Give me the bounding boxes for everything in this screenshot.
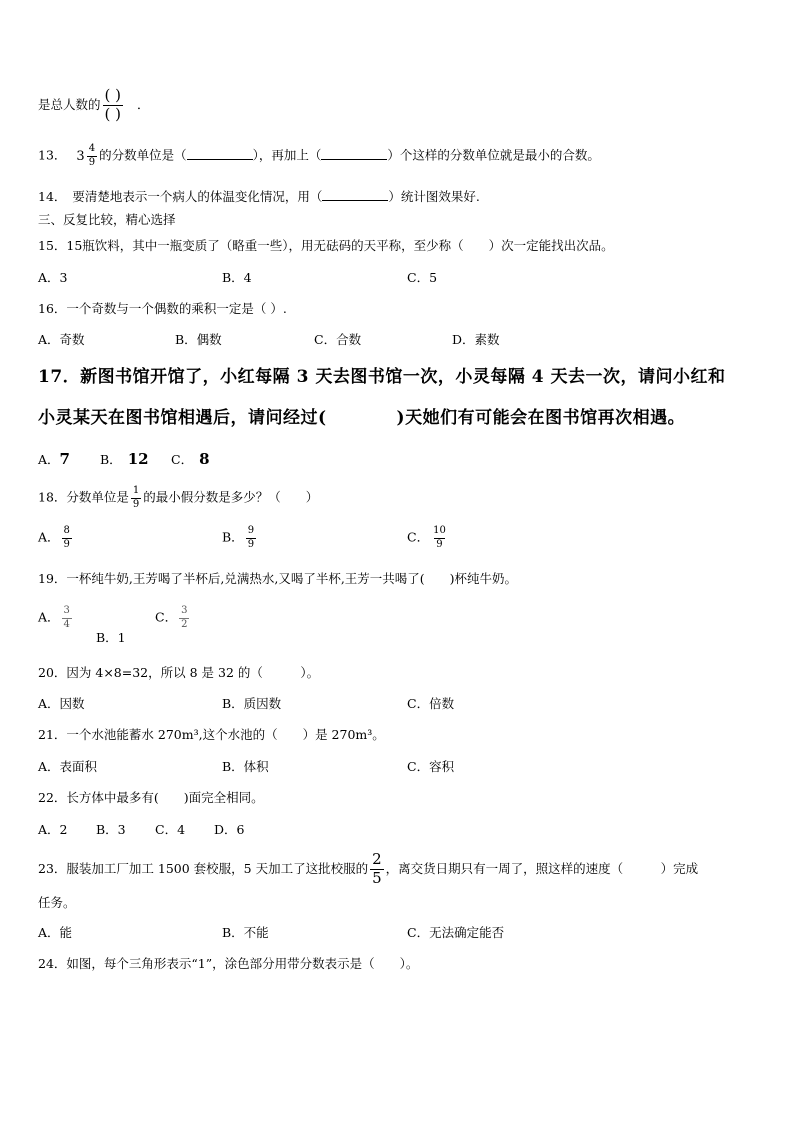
q17-option-a-value: 7 [59,450,70,468]
q17-option-b[interactable] [100,452,149,467]
q15-option-b[interactable]: B．4 [222,270,252,285]
q16-option-c[interactable]: C．合数 [314,332,362,347]
q12-fraction-denominator: ( ) [104,104,121,123]
q19-option-a-denominator: 4 [63,618,70,630]
q17-option-a[interactable] [38,452,70,467]
q18-option-c-denominator: 9 [436,538,443,550]
q18-option-a-denominator: 9 [63,538,70,550]
q22-option-c[interactable]: C．4 [155,822,186,837]
q18-fraction-numerator: 1 [132,485,140,496]
q16-option-a[interactable]: A．奇数 [38,332,85,347]
q17-option-b-value: 12 [127,450,149,468]
q17-option-c[interactable] [171,452,210,467]
q20-option-b[interactable]: B．质因数 [222,696,282,711]
q18-option-a-numerator: 8 [63,525,70,536]
q18-option-c-numerator: 10 [433,525,446,536]
q19-option-c-numerator: 3 [181,605,188,616]
q19-option-a-numerator: 3 [63,605,70,616]
q13-fraction-numerator: 4 [88,143,96,154]
q14-number: 14． [38,189,67,204]
q12-fraction [103,88,123,123]
q13-whole-number: 3 [76,148,85,164]
q13-answer-blank-1[interactable] [187,147,253,160]
q17-stem-line-1: 17．新图书馆开馆了，小红每隔 3 天去图书馆一次，小灵每隔 4 天去一次，请问小红和 [38,367,726,387]
q14-line [38,188,480,204]
q22-option-d[interactable]: D．6 [214,822,245,837]
q14-text-2: ）统计图效果好. [388,189,480,204]
q13-text-1: 的分数单位是（ [99,147,187,163]
q23-stem-line-1 [38,852,698,887]
q17-option-c-label: C． [171,452,194,467]
q13-fraction [87,144,97,168]
q16-option-d[interactable]: D．素数 [452,332,500,347]
q18-option-a-label: A． [38,529,60,545]
q18-option-c[interactable] [407,526,450,550]
q17-option-b-label: B． [100,452,122,467]
q15-option-c[interactable]: C．5 [407,270,438,285]
q21-option-b[interactable]: B．体积 [222,759,269,774]
q13-line [38,144,600,168]
q18-option-b-label: B． [222,529,244,545]
q18-option-c-fraction [431,526,448,550]
q17-option-c-value: 8 [199,450,210,468]
q20-option-a[interactable]: A．因数 [38,696,85,711]
q22-stem: 22．长方体中最多有( )面完全相同。 [38,790,264,805]
q12-end-mark: ． [136,96,150,112]
q16-option-b[interactable]: B．偶数 [175,332,222,347]
q19-stem: 19．一杯纯牛奶,王芳喝了半杯后,兑满热水,又喝了半杯,王芳一共喝了( )杯纯牛奶。 [38,571,518,586]
q15-option-a[interactable]: A．3 [38,270,68,285]
q23-option-a[interactable]: A．能 [38,925,73,940]
q21-stem: 21．一个水池能蓄水 270m³,这个水池的（ ）是 270m³。 [38,727,385,742]
q18-fraction [131,486,141,510]
q13-fraction-denominator: 9 [88,156,96,168]
q12-tail-line [38,88,150,123]
q17-option-a-label: A． [38,452,60,467]
q23-text-1: 23．服装加工厂加工 1500 套校服，5 天加工了这批校服的 [38,860,369,876]
q18-option-b-fraction [246,526,256,550]
q18-option-c-label: C． [407,529,430,545]
q22-option-b[interactable]: B．3 [96,822,126,837]
q19-option-c-label: C． [155,609,178,625]
q18-option-a-fraction [62,526,72,550]
q23-fraction-numerator: 2 [372,850,382,868]
q23-option-b[interactable]: B．不能 [222,925,269,940]
q14-answer-blank[interactable] [322,188,388,201]
q19-option-c[interactable] [155,606,191,630]
q21-option-c[interactable]: C．容积 [407,759,455,774]
q23-option-c[interactable]: C．无法确定能否 [407,925,505,940]
q19-option-a[interactable] [38,606,74,630]
q13-text-2: ），再加上（ [252,147,322,163]
q16-stem: 16．一个奇数与一个偶数的乘积一定是（ ）. [38,301,287,316]
q18-option-a[interactable] [38,526,74,550]
q13-answer-blank-2[interactable] [321,147,387,160]
q18-text-2: 的最小假分数是多少？（ ） [143,489,319,505]
q14-text-1: 要清楚地表示一个病人的体温变化情况，用（ [72,189,323,204]
q24-stem: 24．如图，每个三角形表示“1”，涂色部分用带分数表示是（ ）。 [38,956,419,971]
q23-text-2: ，离交货日期只有一周了，照这样的速度（ ）完成 [385,860,699,876]
q19-option-a-fraction [62,606,72,630]
q23-stem-line-2: 任务。 [38,895,76,910]
q18-stem [38,486,318,510]
q19-option-a-label: A． [38,609,60,625]
q12-tail-text: 是总人数的 [38,96,101,112]
q13-number: 13． [38,147,67,163]
q15-stem: 15．15瓶饮料，其中一瓶变质了（略重一些），用无砝码的天平称，至少称（ ）次一定能找出次品。 [38,238,614,253]
q18-option-b[interactable] [222,526,258,550]
q23-fraction-denominator: 5 [372,868,382,887]
q21-option-a[interactable]: A．表面积 [38,759,98,774]
q20-stem: 20．因为 4×8=32，所以 8 是 32 的（ ）。 [38,665,320,680]
q18-text-1: 18．分数单位是 [38,489,129,505]
q13-text-3: ）个这样的分数单位就是最小的合数。 [387,147,600,163]
q20-option-c[interactable]: C．倍数 [407,696,455,711]
q18-option-b-numerator: 9 [247,525,255,536]
q19-option-c-denominator: 2 [181,618,188,630]
q22-option-a[interactable]: A．2 [38,822,68,837]
q19-option-b[interactable]: B．1 [96,630,126,645]
q17-stem-line-2: 小灵某天在图书馆相遇后，请问经过( )天她们有可能会在图书馆再次相遇。 [38,408,686,428]
section-3-heading: 三、反复比较，精心选择 [38,212,176,227]
q12-fraction-numerator: ( ) [104,86,121,104]
q18-option-b-denominator: 9 [247,538,255,550]
q18-fraction-denominator: 9 [132,498,140,510]
q23-fraction [370,852,384,887]
q19-option-c-fraction [179,606,189,630]
